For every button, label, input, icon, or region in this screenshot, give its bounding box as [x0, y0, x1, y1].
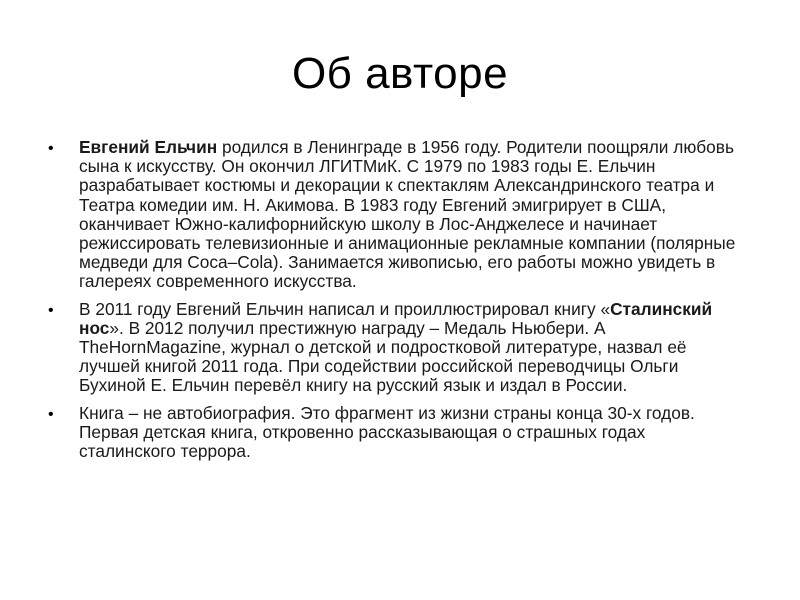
bullet-icon: • [48, 405, 54, 423]
bullet-item-not-autobiography [48, 404, 738, 462]
book-title: Сталинский нос [79, 298, 713, 338]
bullet-icon: • [48, 301, 54, 319]
bullet-item-biography [48, 138, 738, 292]
book-description-text: Книга – не автобиография. Это фрагмент из жизни страны конца 30-х годов. Первая детская книга, откровенно рассказывающая о страшных годах сталинского террора. [79, 402, 695, 462]
author-name: Евгений Ельчин [79, 137, 218, 157]
bullet-item-book [48, 300, 738, 396]
bullet-list [48, 138, 738, 461]
book-text-before: В 2011 году Евгений Ельчин написал и проиллюстрировал книгу « [79, 298, 611, 319]
biography-text: родился в Ленинграде в 1956 году. Родители поощряли любовь сына к искусству. Он окончил ЛГИТМиК. С 1979 по 1983 годы Е. Ельчин разрабатывает костюмы и декорации к спектаклям Александринского театра и Театра комедии им. Н. Акимова. В 1983 году Евгений эмигрирует в США, оканчивает Южно-калифорнийскую школу в Лос-Анджелесе и начинает режиссировать телевизионные и анимационные рекламные компании (полярные медведи для Coca–Cola). Занимается живописью, его работы можно увидеть в галереях современного искусства. [79, 137, 736, 292]
book-text-after: ». В 2012 получил престижную награду – Медаль Ньюбери. А TheHornMagazine, журнал о детской и подростковой литературе, назвал её лучшей книгой 2011 года. При содействии российской переводчицы Ольги Бухиной Е. Ельчин перевёл книгу на русский язык и издал в России. [79, 317, 687, 396]
slide-title: Об авторе [291, 49, 509, 98]
bullet-icon: • [48, 140, 54, 157]
slide-content [48, 138, 738, 469]
